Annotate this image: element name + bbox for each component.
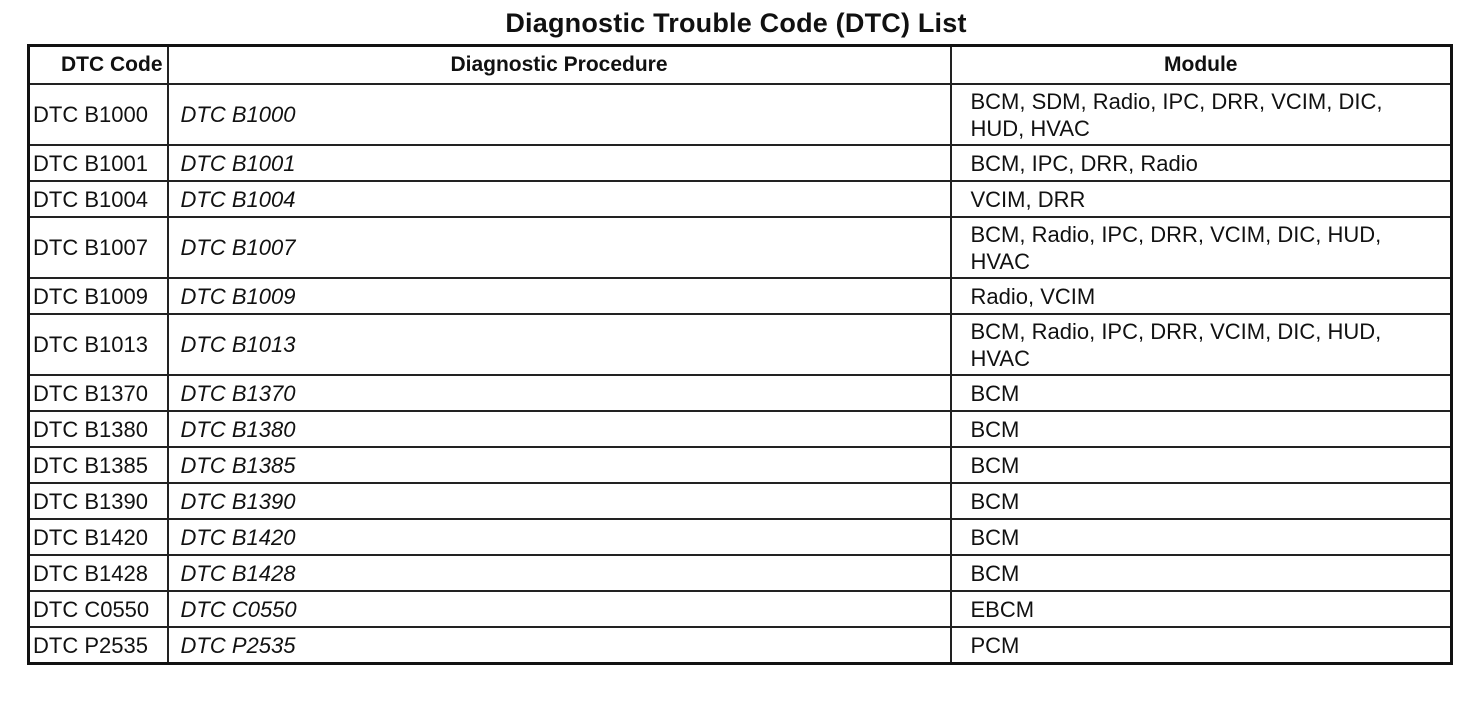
dtc-code-cell: DTC B1420 bbox=[29, 519, 168, 555]
column-header-dtc-code: DTC Code bbox=[29, 46, 168, 85]
module-cell: BCM, Radio, IPC, DRR, VCIM, DIC, HUD, HVAC bbox=[951, 217, 1452, 278]
dtc-table bbox=[27, 44, 1453, 665]
table-row bbox=[29, 411, 1452, 447]
column-header-diagnostic-procedure: Diagnostic Procedure bbox=[168, 46, 951, 85]
dtc-code-cell: DTC B1004 bbox=[29, 181, 168, 217]
diagnostic-procedure-link[interactable]: DTC B1007 bbox=[168, 217, 951, 278]
page-title: Diagnostic Trouble Code (DTC) List bbox=[505, 8, 967, 38]
table-row bbox=[29, 145, 1452, 181]
diagnostic-procedure-link[interactable]: DTC B1370 bbox=[168, 375, 951, 411]
module-cell: BCM, Radio, IPC, DRR, VCIM, DIC, HUD, HVAC bbox=[951, 314, 1452, 375]
module-cell: BCM bbox=[951, 375, 1452, 411]
module-cell: VCIM, DRR bbox=[951, 181, 1452, 217]
table-row bbox=[29, 181, 1452, 217]
table-row bbox=[29, 483, 1452, 519]
table-row bbox=[29, 591, 1452, 627]
module-cell: EBCM bbox=[951, 591, 1452, 627]
module-cell: BCM bbox=[951, 447, 1452, 483]
table-row bbox=[29, 375, 1452, 411]
table-row bbox=[29, 447, 1452, 483]
module-cell: BCM bbox=[951, 519, 1452, 555]
column-header-module: Module bbox=[951, 46, 1452, 85]
dtc-code-cell: DTC B1385 bbox=[29, 447, 168, 483]
diagnostic-procedure-link[interactable]: DTC B1380 bbox=[168, 411, 951, 447]
module-cell: BCM, IPC, DRR, Radio bbox=[951, 145, 1452, 181]
module-cell: BCM bbox=[951, 483, 1452, 519]
module-cell: BCM, SDM, Radio, IPC, DRR, VCIM, DIC, HUD, HVAC bbox=[951, 84, 1452, 145]
diagnostic-procedure-link[interactable]: DTC B1013 bbox=[168, 314, 951, 375]
diagnostic-procedure-link[interactable]: DTC B1428 bbox=[168, 555, 951, 591]
dtc-code-cell: DTC B1007 bbox=[29, 217, 168, 278]
module-cell: Radio, VCIM bbox=[951, 278, 1452, 314]
dtc-code-cell: DTC B1428 bbox=[29, 555, 168, 591]
diagnostic-procedure-link[interactable]: DTC C0550 bbox=[168, 591, 951, 627]
dtc-code-cell: DTC P2535 bbox=[29, 627, 168, 664]
table-row bbox=[29, 84, 1452, 145]
diagnostic-procedure-link[interactable]: DTC B1001 bbox=[168, 145, 951, 181]
dtc-code-cell: DTC B1013 bbox=[29, 314, 168, 375]
dtc-code-cell: DTC B1009 bbox=[29, 278, 168, 314]
diagnostic-procedure-link[interactable]: DTC B1420 bbox=[168, 519, 951, 555]
diagnostic-procedure-link[interactable]: DTC B1004 bbox=[168, 181, 951, 217]
dtc-code-cell: DTC B1000 bbox=[29, 84, 168, 145]
dtc-code-cell: DTC B1001 bbox=[29, 145, 168, 181]
table-row bbox=[29, 555, 1452, 591]
diagnostic-procedure-link[interactable]: DTC B1385 bbox=[168, 447, 951, 483]
table-row bbox=[29, 627, 1452, 664]
dtc-code-cell: DTC B1380 bbox=[29, 411, 168, 447]
diagnostic-procedure-link[interactable]: DTC B1009 bbox=[168, 278, 951, 314]
diagnostic-procedure-link[interactable]: DTC B1000 bbox=[168, 84, 951, 145]
table-header-row bbox=[29, 46, 1452, 85]
table-row bbox=[29, 519, 1452, 555]
module-cell: PCM bbox=[951, 627, 1452, 664]
table-row bbox=[29, 278, 1452, 314]
module-cell: BCM bbox=[951, 411, 1452, 447]
dtc-code-cell: DTC B1390 bbox=[29, 483, 168, 519]
dtc-code-cell: DTC B1370 bbox=[29, 375, 168, 411]
table-row bbox=[29, 217, 1452, 278]
diagnostic-procedure-link[interactable]: DTC P2535 bbox=[168, 627, 951, 664]
module-cell: BCM bbox=[951, 555, 1452, 591]
diagnostic-procedure-link[interactable]: DTC B1390 bbox=[168, 483, 951, 519]
dtc-code-cell: DTC C0550 bbox=[29, 591, 168, 627]
table-row bbox=[29, 314, 1452, 375]
